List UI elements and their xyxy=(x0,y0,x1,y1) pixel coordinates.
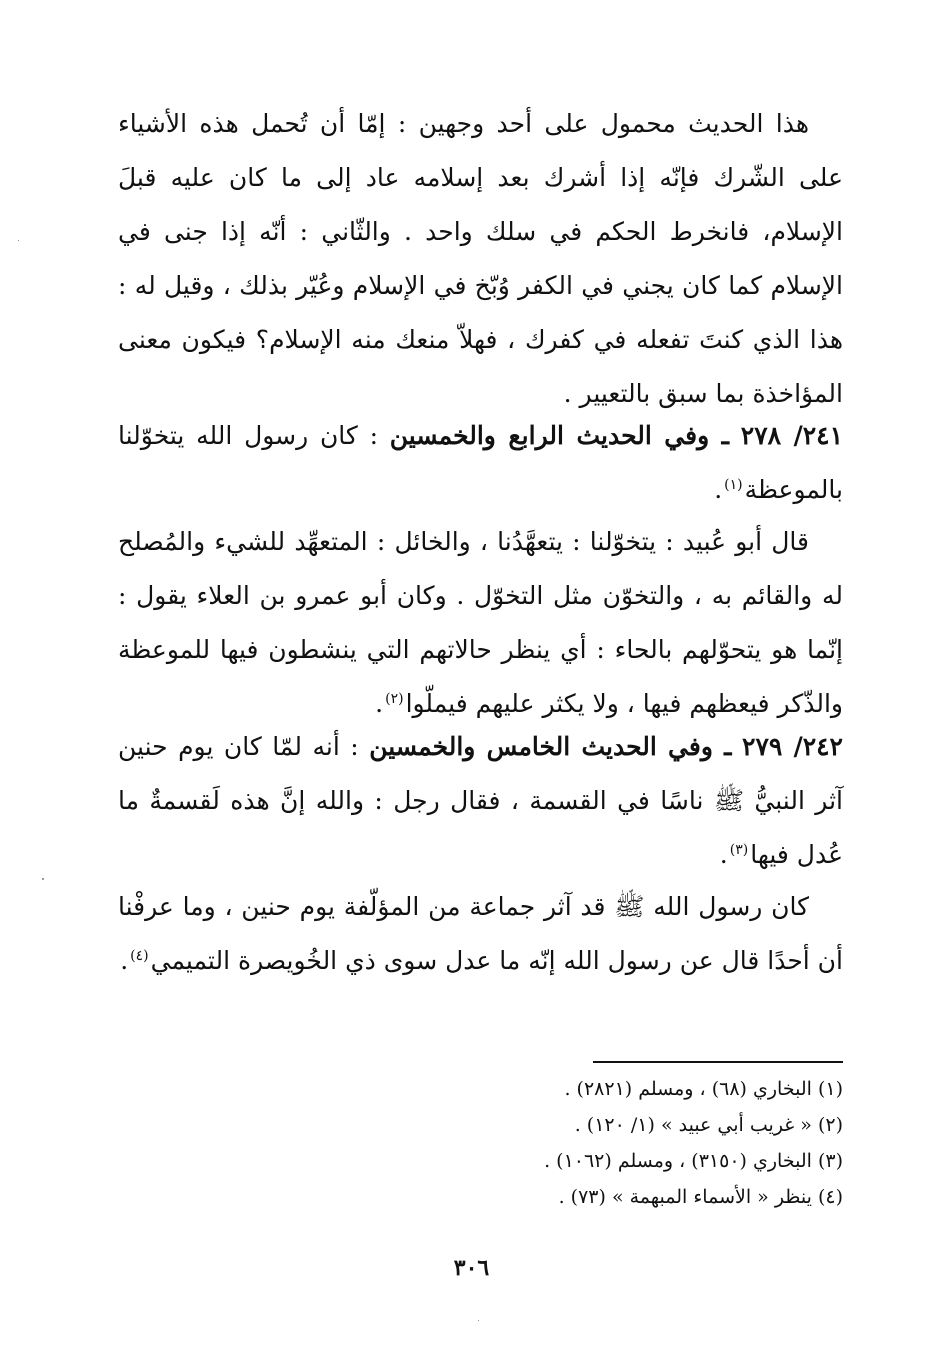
footnote-ref-1[interactable]: (١) xyxy=(724,476,743,493)
paragraph-text: هذا الحديث محمول على أحد وجهين : إمّا أن تُحمل هذه الأشياء على الشّرك فإنّه إذا أشرك بعد إسلامه عاد إلى ما كان عليه قبلَ الإسلام، فانخرط الحكم في سلك واحد . والثّاني : أنّه إذا جنى في الإسلام كما كان يجني في الكفر وُبّخ في الإسلام وعُيّر بذلك ، وقيل له : هذا الذي كنتَ تفعله في كفرك ، فهلاّ منعك منه الإسلام؟ فيكون معنى المؤاخذة بما سبق بالتعيير . xyxy=(118,109,843,408)
footnote-3: (٣) البخاري (٣١٥٠) ، ومسلم (١٠٦٢) . xyxy=(544,1150,843,1172)
footnote-ref-4[interactable]: (٤) xyxy=(130,947,149,964)
punctuation: . xyxy=(375,689,384,718)
scan-speck xyxy=(18,240,19,241)
scan-speck xyxy=(478,1320,479,1321)
footnote-separator xyxy=(593,1061,843,1063)
hadith-entry-text xyxy=(118,409,843,517)
hadith-text: : كان رسول الله يتخوّلنا بالموعظة xyxy=(118,421,843,504)
footnote-2: (٢) « غريب أبي عبيد » (١/ ١٢٠) . xyxy=(574,1114,843,1136)
paragraph-text xyxy=(118,880,843,988)
page-number: ٣٠٦ xyxy=(453,1255,490,1281)
hadith-entry-242 xyxy=(118,720,843,882)
paragraph-body: قال أبو عُبيد : يتخوّلنا : يتعهَّدُنا ، والخائل : المتعهِّد للشيء والمُصلح له والقائم به ، والتخوّن مثل التخوّل . وكان أبو عمرو بن العلاء يقول : إنّما هو يتحوّلهم بالحاء : أي ينظر حالاتهم التي ينشطون فيها للموعظة والذّكر فيعظهم فيها ، ولا يكثر عليهم فيملّوا xyxy=(118,527,843,718)
footnotes-list xyxy=(330,1071,843,1215)
commentary-paragraph-1 xyxy=(118,97,843,421)
paragraph-body: كان رسول الله ﷺ قد آثر جماعة من المؤلّفة يوم حنين ، وما عرفْنا أن أحدًا قال عن رسول الله إنّه ما عدل سوى ذي الخُويصرة التميمي xyxy=(118,892,843,975)
commentary-paragraph-3 xyxy=(118,880,843,988)
footnote-1: (١) البخاري (٦٨) ، ومسلم (٢٨٢١) . xyxy=(564,1078,843,1100)
hadith-heading: ـ وفي الحديث الخامس والخمسين xyxy=(369,732,732,761)
hadith-heading: ـ وفي الحديث الرابع والخمسين xyxy=(389,421,729,450)
commentary-paragraph-2 xyxy=(118,515,843,731)
hadith-number: ٢٤١/ ٢٧٨ xyxy=(740,421,844,450)
scan-speck xyxy=(42,878,44,880)
punctuation: . xyxy=(120,946,129,975)
footnote-ref-2[interactable]: (٢) xyxy=(385,690,404,707)
footnote-4: (٤) ينظر « الأسماء المبهمة » (٧٣) . xyxy=(558,1186,843,1208)
punctuation: . xyxy=(714,475,723,504)
hadith-number: ٢٤٢/ ٢٧٩ xyxy=(742,732,843,761)
paragraph-text xyxy=(118,515,843,731)
footnote-ref-3[interactable]: (٣) xyxy=(729,841,749,858)
hadith-entry-text xyxy=(118,720,843,882)
hadith-entry-241 xyxy=(118,409,843,517)
punctuation: . xyxy=(719,840,728,869)
hadith-text: : أنه لمّا كان يوم حنين آثر النبيُّ ﷺ ناسًا في القسمة ، فقال رجل : والله إنَّ هذه لَقسمةٌ ما عُدل فيها xyxy=(118,732,843,869)
